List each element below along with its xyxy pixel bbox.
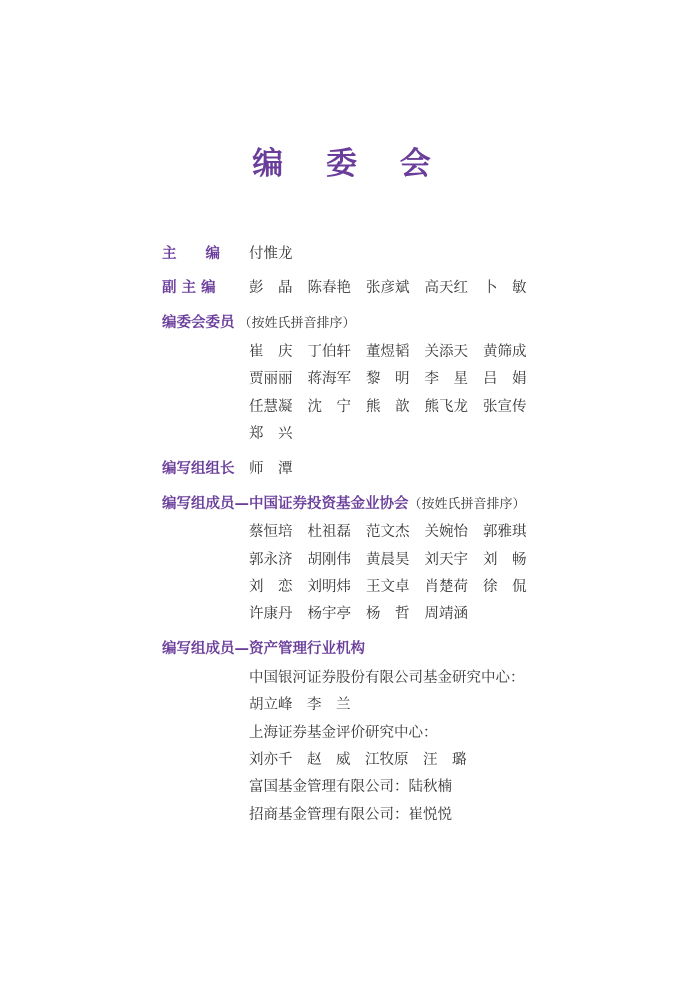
- industry-org-line: 富国基金管理有限公司：陆秋楠: [249, 779, 452, 795]
- amac-members-heading: [162, 494, 526, 515]
- amac-members-row: [249, 550, 542, 570]
- committee-heading: [162, 313, 356, 334]
- amac-sort-note: （按姓氏拼音排序）: [408, 497, 526, 512]
- committee-member: 黎 明: [366, 371, 410, 387]
- committee-member: 熊飞龙: [424, 399, 468, 415]
- committee-member: 沈 宁: [307, 399, 351, 415]
- amac-member: 肖楚荷: [424, 579, 468, 595]
- industry-org-line: 中国银河证券股份有限公司基金研究中心：: [249, 670, 525, 686]
- page-title: 编 委 会: [252, 146, 447, 182]
- amac-member: 徐 侃: [483, 579, 527, 595]
- committee-member: 关添天: [424, 344, 468, 360]
- chief-editor-row: [162, 244, 293, 264]
- committee-member: 丁伯轩: [307, 344, 351, 360]
- deputy-editor-name: 张彦斌: [366, 280, 410, 296]
- amac-member: 许康丹: [249, 606, 293, 622]
- industry-members-heading: [162, 639, 365, 659]
- deputy-editor-name: 彭 晶: [249, 280, 293, 296]
- committee-label: 编委会委员: [162, 315, 235, 331]
- amac-member: 刘明炜: [307, 579, 351, 595]
- amac-member: 范文杰: [366, 524, 410, 540]
- committee-member: 李 星: [424, 371, 468, 387]
- amac-member: 刘 恋: [249, 579, 293, 595]
- industry-names-line: 胡立峰 李 兰: [249, 697, 351, 713]
- amac-member: 王文卓: [366, 579, 410, 595]
- committee-member: 董煜韬: [366, 344, 410, 360]
- amac-member: 黄晨昊: [366, 552, 410, 568]
- deputy-editor-row: [162, 278, 542, 298]
- committee-member: 崔 庆: [249, 344, 293, 360]
- committee-row: [249, 397, 542, 417]
- chief-editor-label: 主 编: [162, 246, 220, 262]
- committee-member: 吕 娟: [483, 371, 527, 387]
- committee-row: [249, 424, 308, 444]
- deputy-editor-name: 卜 敏: [483, 280, 527, 296]
- amac-member: 关婉怡: [424, 524, 468, 540]
- committee-member: 熊 歆: [366, 399, 410, 415]
- chief-editor-name: 付惟龙: [249, 246, 293, 262]
- committee-member: 蒋海军: [307, 371, 351, 387]
- deputy-editor-name: 陈春艳: [307, 280, 351, 296]
- amac-member: 郭永济: [249, 552, 293, 568]
- amac-member: 胡刚伟: [307, 552, 351, 568]
- industry-org-line: 上海证券基金评价研究中心：: [249, 725, 438, 741]
- amac-members-row: [249, 604, 483, 624]
- amac-member: 杨宇亭: [307, 606, 351, 622]
- amac-member: 蔡恒培: [249, 524, 293, 540]
- deputy-editor-name: 高天红: [424, 280, 468, 296]
- amac-members-label: 编写组成员—中国证券投资基金业协会: [162, 496, 409, 512]
- committee-sort-note: （按姓氏拼音排序）: [238, 316, 356, 331]
- committee-row: [249, 369, 542, 389]
- committee-row: [249, 342, 542, 362]
- group-leader-name: 师 潭: [249, 461, 293, 477]
- amac-member: 刘天宇: [424, 552, 468, 568]
- group-leader-label: 编写组组长: [162, 461, 235, 477]
- committee-member: 贾丽丽: [249, 371, 293, 387]
- industry-members-label: 编写组成员—资产管理行业机构: [162, 641, 365, 657]
- amac-member: 周靖涵: [424, 606, 468, 622]
- amac-members-row: [249, 522, 542, 542]
- committee-member: 张宣传: [483, 399, 527, 415]
- group-leader-row: [162, 459, 293, 479]
- committee-member: 郑 兴: [249, 426, 293, 442]
- amac-member: 刘 畅: [483, 552, 527, 568]
- amac-member: 杜祖磊: [307, 524, 351, 540]
- industry-org-line: 招商基金管理有限公司：崔悦悦: [249, 807, 452, 823]
- amac-member: 郭雅琪: [483, 524, 527, 540]
- amac-member: 杨 哲: [366, 606, 410, 622]
- deputy-editor-label: 副 主 编: [162, 280, 216, 296]
- industry-names-line: 刘亦千 赵 威 江牧原 汪 璐: [249, 752, 467, 768]
- committee-member: 黄筛成: [483, 344, 527, 360]
- amac-members-row: [249, 577, 542, 597]
- committee-member: 任慧凝: [249, 399, 293, 415]
